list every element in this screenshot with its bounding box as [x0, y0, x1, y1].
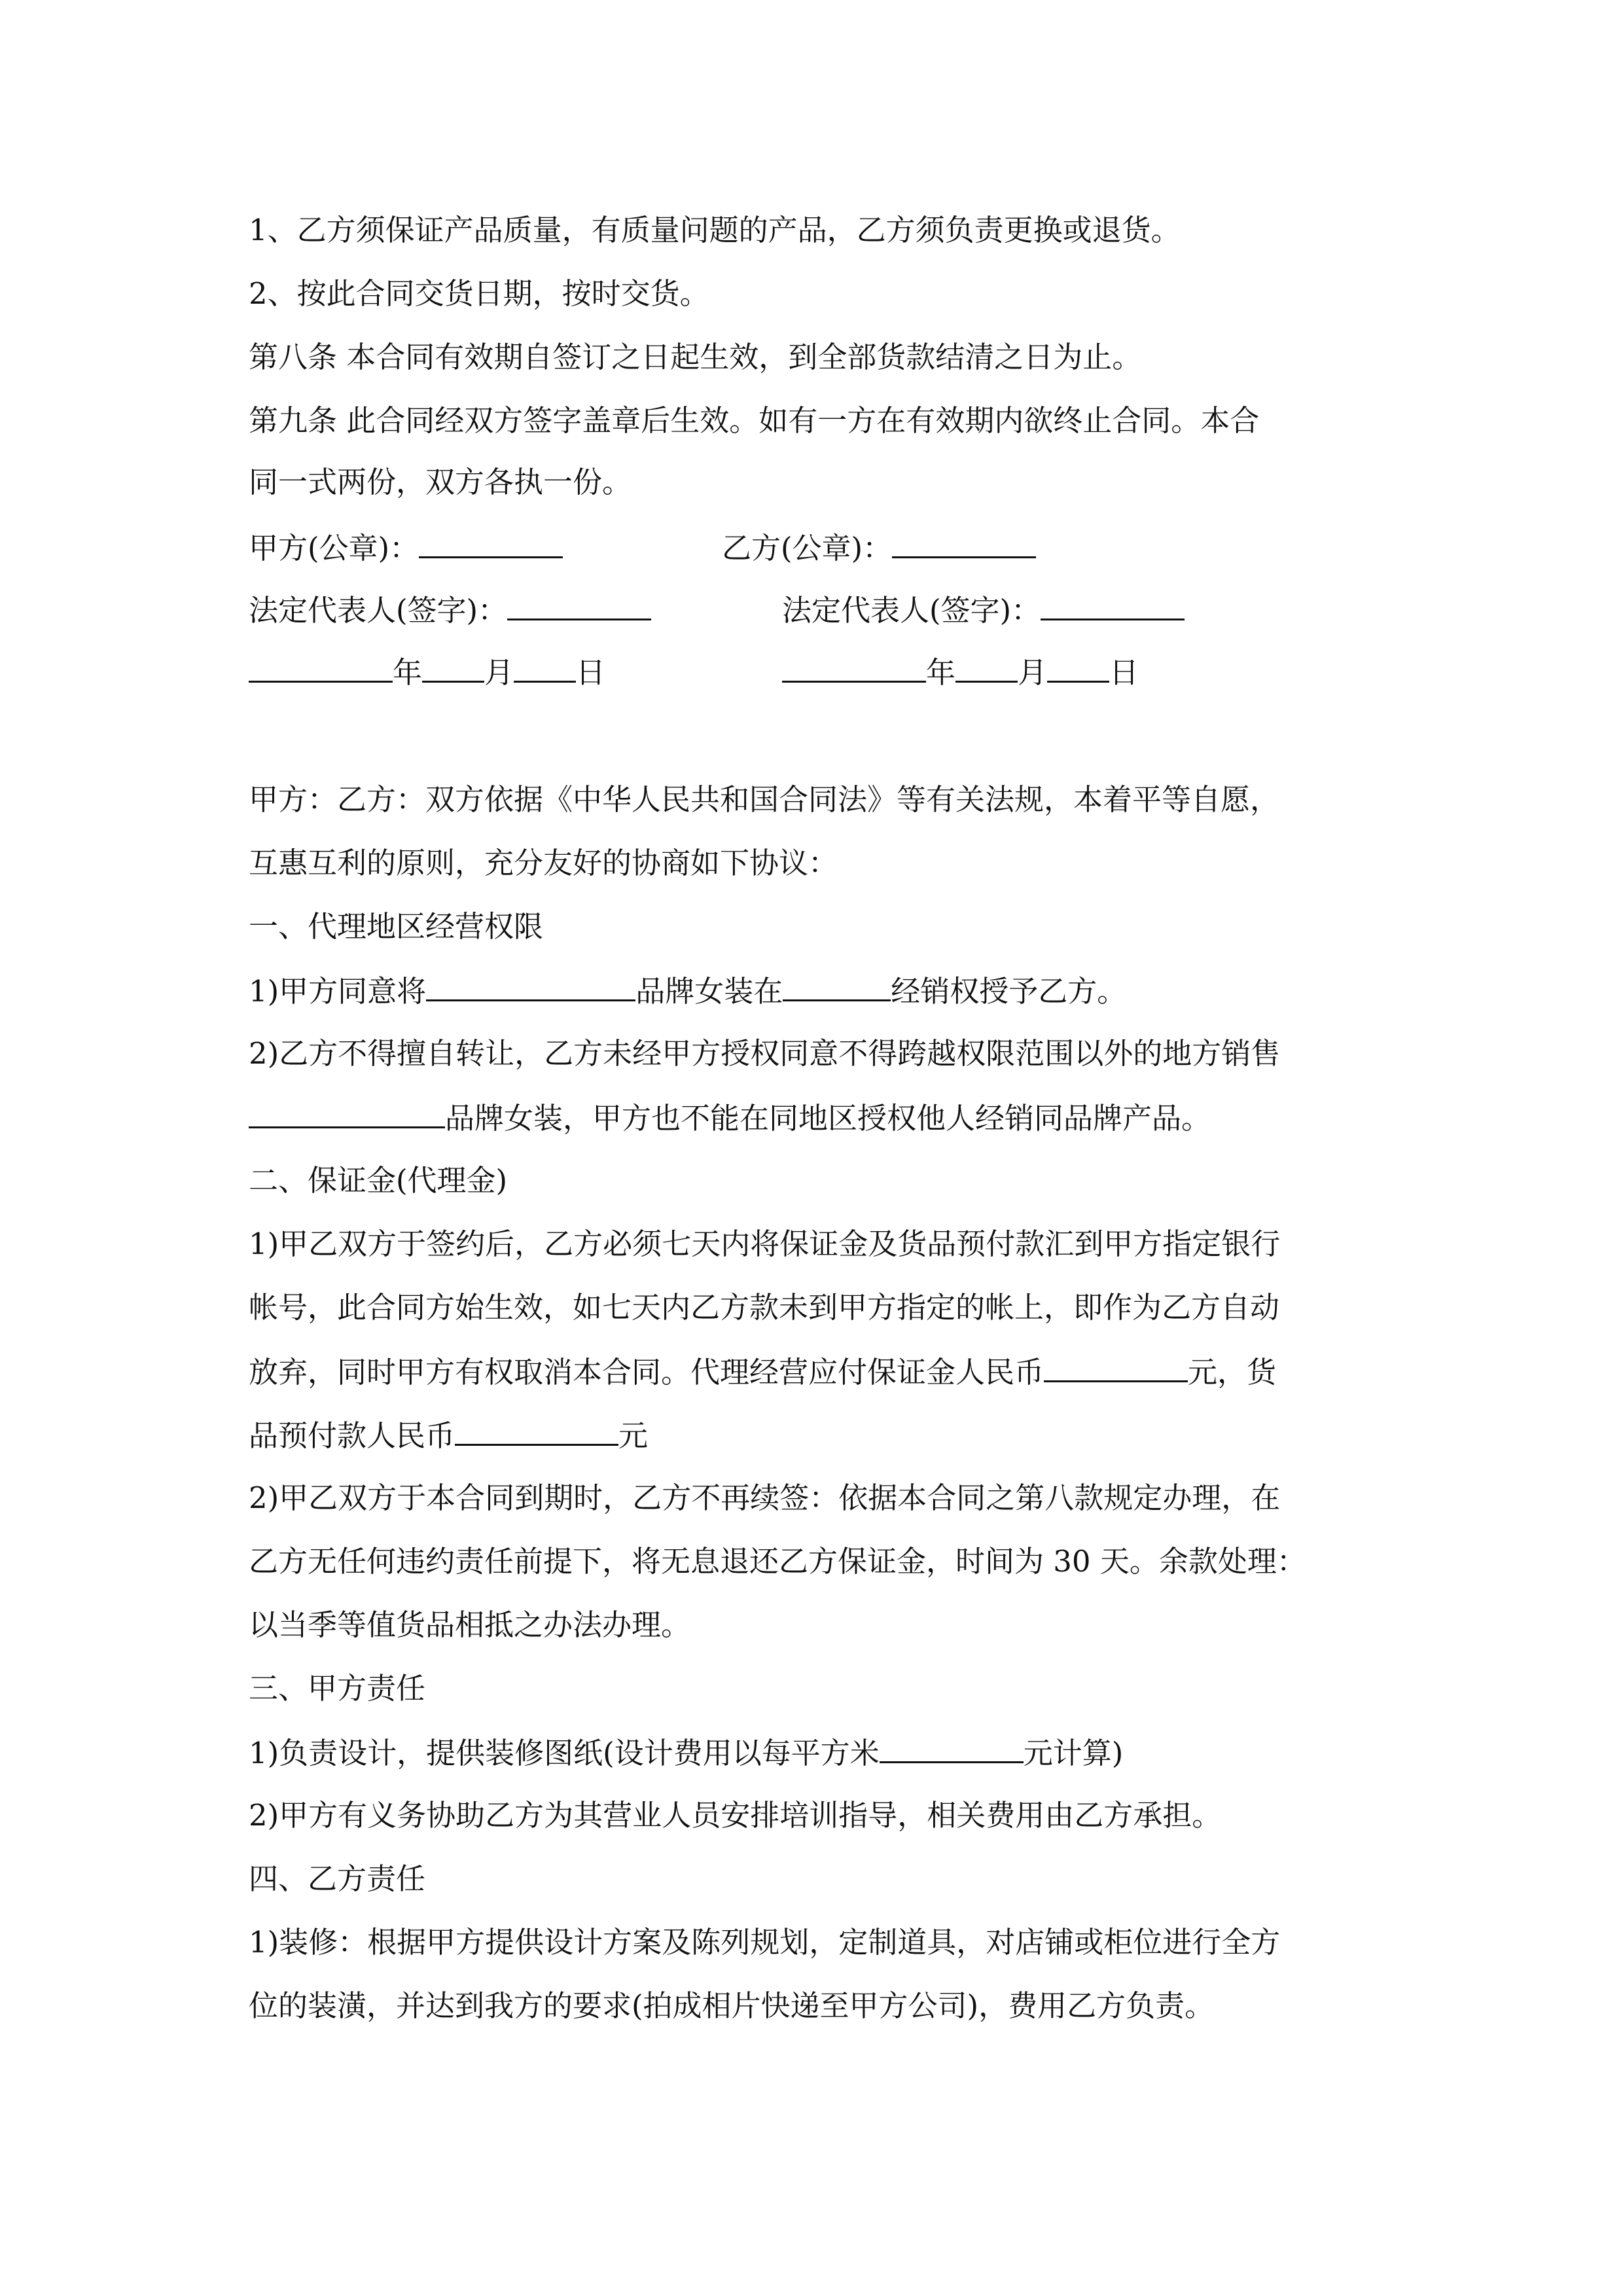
rep-a-blank [507, 590, 651, 620]
clause-2-2-line1: 2)甲乙双方于本合同到期时，乙方不再续签：依据本合同之第八款规定办理，在 [249, 1480, 1281, 1515]
clause-1-2-line2: 品牌女装，甲方也不能在同地区授权他人经销同品牌产品。 [249, 1098, 1211, 1138]
heading-3: 三、甲方责任 [249, 1671, 426, 1706]
rep-row-b [782, 590, 1185, 630]
clause-4-1-line2: 位的装潢，并达到我方的要求(拍成相片快递至甲方公司)，费用乙方负责。 [249, 1988, 1215, 2023]
month-blank-a [422, 652, 484, 683]
rep-row [249, 590, 651, 630]
deposit-blank [1044, 1352, 1188, 1382]
clause-quality: 1、乙方须保证产品质量，有质量问题的产品，乙方须负责更换或退货。 [249, 213, 1181, 247]
party-b-seal-blank [892, 528, 1036, 558]
clause-1-2-line1: 2)乙方不得擅自转让，乙方未经甲方授权同意不得跨越权限范围以外的地方销售 [249, 1036, 1281, 1071]
clause-delivery: 2、按此合同交货日期，按时交货。 [249, 276, 709, 311]
clause-2-1-line3: 放弃，同时甲方有权取消本合同。代理经营应付保证金人民币 元，货 [249, 1352, 1276, 1392]
heading-2: 二、保证金(代理金) [249, 1163, 508, 1198]
date-row-a: 年 月 日 [249, 652, 605, 692]
intro-line2: 互惠互利的原则，充分友好的协商如下协议： [249, 846, 838, 880]
clause-3-1: 1)负责设计，提供装修图纸(设计费用以每平方米 元计算) [249, 1732, 1123, 1773]
clause-2-2-line3: 以当季等值货品相抵之办法办理。 [249, 1607, 691, 1642]
article-9-line1: 第九条 此合同经双方签字盖章后生效。如有一方在有效期内欲终止合同。本合 [249, 403, 1260, 438]
month-blank-b [955, 652, 1018, 683]
article-8: 第八条 本合同有效期自签订之日起生效，到全部货款结清之日为止。 [249, 340, 1142, 374]
party-b-seal-label: 乙方(公章)： [722, 531, 893, 565]
party-a-seal-blank [419, 528, 563, 558]
article-9-line2: 同一式两份，双方各执一份。 [249, 465, 632, 499]
clause-2-2-line2: 乙方无任何违约责任前提下，将无息退还乙方保证金，时间为 30 天。余款处理： [249, 1544, 1306, 1579]
rep-b-blank [1041, 590, 1185, 620]
year-blank-b [782, 652, 926, 683]
prepayment-blank [455, 1415, 618, 1446]
rep-b-label: 法定代表人(签字)： [782, 593, 1041, 628]
design-fee-blank [880, 1732, 1024, 1763]
clause-3-2: 2)甲方有义务协助乙方为其营业人员安排培训指导，相关费用由乙方承担。 [249, 1798, 1222, 1833]
day-blank-b [1047, 652, 1109, 683]
brand-blank [426, 971, 635, 1001]
date-row-b: 年 月 日 [782, 652, 1139, 692]
region-blank [783, 971, 891, 1001]
clause-1-1: 1)甲方同意将 品牌女装在 经销权授予乙方。 [249, 971, 1126, 1011]
clause-4-1-line1: 1)装修：根据甲方提供设计方案及陈列规划，定制道具，对店铺或柜位进行全方 [249, 1925, 1281, 1960]
day-blank-a [514, 652, 576, 683]
year-blank-a [249, 652, 393, 683]
intro-line1: 甲方：乙方：双方依据《中华人民共和国合同法》等有关法规，本着平等自愿， [249, 782, 1280, 817]
clause-2-1-line1: 1)甲乙双方于签约后，乙方必须七天内将保证金及货品预付款汇到甲方指定银行 [249, 1227, 1281, 1261]
clause-2-1-line4: 品预付款人民币 元 [249, 1415, 648, 1456]
party-a-seal-label: 甲方(公章)： [249, 531, 419, 565]
heading-4: 四、乙方责任 [249, 1861, 426, 1896]
seal-row [249, 528, 563, 568]
rep-a-label: 法定代表人(签字)： [249, 593, 508, 628]
heading-1: 一、代理地区经营权限 [249, 909, 544, 944]
clause-2-1-line2: 帐号，此合同方始生效，如七天内乙方款未到甲方指定的帐上，即作为乙方自动 [249, 1290, 1280, 1325]
brand-blank-2 [249, 1098, 445, 1128]
seal-row-b [722, 528, 1036, 568]
